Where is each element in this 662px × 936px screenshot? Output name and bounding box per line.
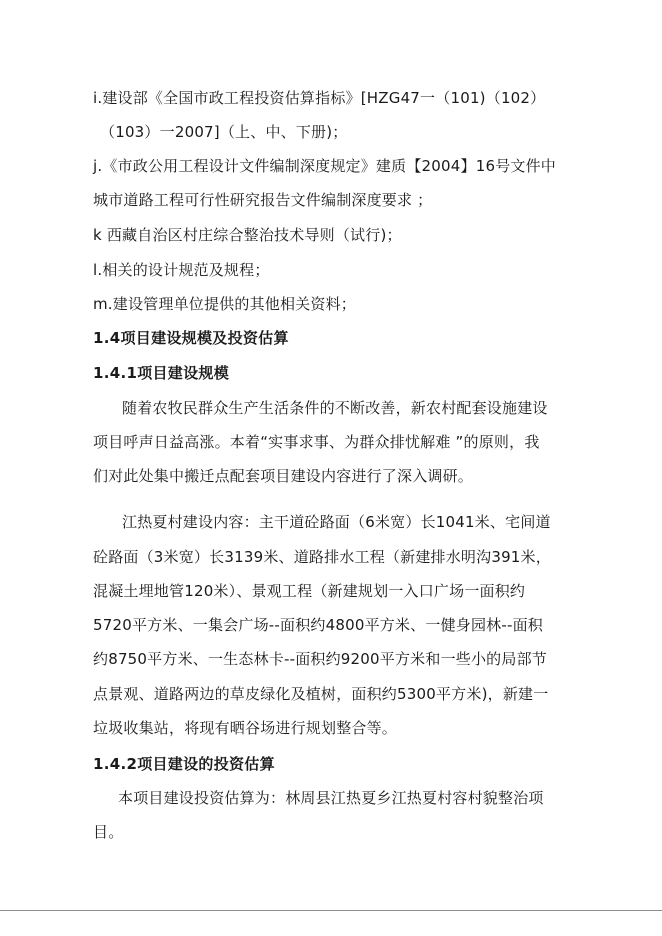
reference-item-k: k 西藏自治区村庄综合整治技术导则（试行)；	[93, 226, 402, 244]
subsection-heading-1-4-1: 1.4.1项目建设规模	[93, 364, 230, 382]
paragraph-line: 混凝土埋地管120米）、景观工程（新建规划一入口广场一面积约	[93, 582, 526, 600]
page-bottom-divider	[0, 910, 662, 911]
paragraph-line: 随着农牧民群众生产生活条件的不断改善，新农村配套设施建设	[122, 399, 548, 417]
reference-item-j-continued: 城市道路工程可行性研究报告文件编制深度要求 ；	[93, 191, 433, 209]
reference-item-i: i.建设部《全国市政工程投资估算指标》[HZG47一（101)（102）	[93, 89, 546, 107]
section-heading-1-4: 1.4项目建设规模及投资估算	[93, 329, 289, 347]
reference-item-l: l.相关的设计规范及规程；	[93, 261, 270, 279]
paragraph-line: 点景观、道路两边的草皮绿化及植树，面积约5300平方米)，新建一	[93, 685, 549, 703]
paragraph-line: 垃圾收集站，将现有晒谷场进行规划整合等。	[93, 719, 398, 737]
paragraph-line: 砼路面（3米宽）长3139米、道路排水工程（新建排水明沟391米，	[93, 548, 551, 566]
subsection-heading-1-4-2: 1.4.2项目建设的投资估算	[93, 755, 275, 773]
reference-item-j: j.《市政公用工程设计文件编制深度规定》建质【2004】16号文件中	[93, 157, 556, 175]
paragraph-line: 江热夏村建设内容：主干道砼路面（6米宽）长1041米、宅间道	[122, 513, 551, 531]
reference-item-i-continued: （103）一2007]（上、中、下册)；	[100, 123, 348, 141]
paragraph-line: 5720平方米、一集会广场--面积约4800平方米、一健身园林--面积	[93, 616, 544, 634]
paragraph-line: 本项目建设投资估算为：林周县江热夏乡江热夏村容村貌整治项	[118, 789, 544, 807]
paragraph-line: 项目呼声日益高涨。本着“实事求事、为群众排忧解难 ”的原则，我	[93, 433, 540, 451]
paragraph-line: 约8750平方米、一生态林卡--面积约9200平方米和一些小的局部节	[93, 650, 547, 668]
reference-item-m: m.建设管理单位提供的其他相关资料；	[93, 295, 356, 313]
paragraph-line: 们对此处集中搬迁点配套项目建设内容进行了深入调研。	[93, 467, 474, 485]
paragraph-line: 目。	[93, 823, 124, 841]
